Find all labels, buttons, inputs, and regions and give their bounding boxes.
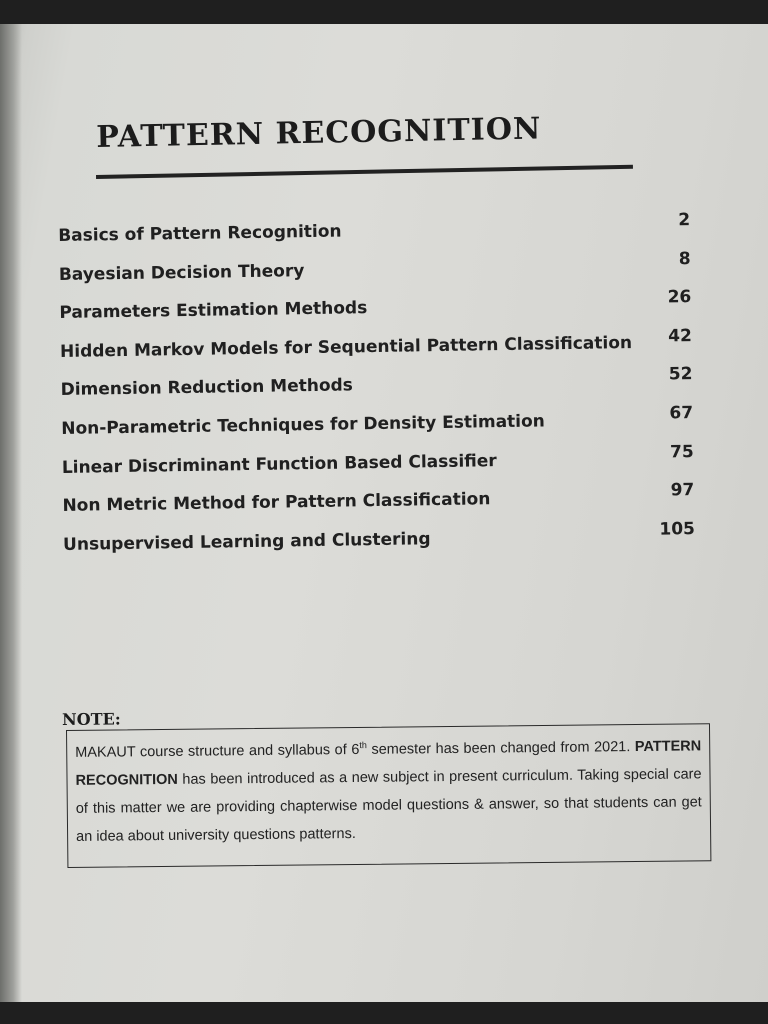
toc-entry-page: 42 (668, 325, 693, 347)
toc-entry-page: 8 (678, 248, 691, 269)
note-subject: PATTERN RECOGNITION (75, 738, 702, 789)
toc-entry-title: Bayesian Decision Theory (58, 260, 305, 285)
toc-entry-page: 97 (670, 480, 695, 501)
note-label: NOTE: (62, 709, 121, 729)
toc-entry-page: 75 (669, 441, 694, 462)
page-title: PATTERN RECOGNITION (96, 111, 542, 155)
toc-entry-page: 67 (669, 403, 694, 424)
toc-entry-page: 52 (668, 364, 693, 385)
toc-entry-title: Unsupervised Learning and Clustering (62, 528, 431, 555)
table-of-contents (58, 210, 703, 567)
toc-entry-title: Dimension Reduction Methods (60, 375, 354, 401)
title-underline (96, 165, 633, 179)
toc-entry-page: 26 (667, 287, 692, 308)
toc-entry-title: Parameters Estimation Methods (59, 298, 368, 324)
toc-entry-page: 2 (678, 210, 691, 231)
toc-entry-title: Hidden Markov Models for Sequential Pattern Classification (59, 332, 633, 362)
toc-entry-title: Non-Parametric Techniques for Density Estimation (61, 411, 545, 439)
toc-entry-page: 105 (659, 518, 696, 540)
book-spine-shadow (0, 24, 22, 1002)
note-box (66, 723, 711, 868)
toc-entry-title: Basics of Pattern Recognition (58, 221, 342, 246)
note-superscript: th (359, 740, 367, 751)
toc-entry-title: Linear Discriminant Function Based Classifier (61, 450, 497, 478)
book-page (0, 24, 768, 1002)
toc-entry-title: Non Metric Method for Pattern Classification (62, 489, 491, 517)
note-text-part3: has been introduced as a new subject in present curriculum. Taking special care of this matter we are providing chapterwise model questions & answer, so that students can get an idea about university questions patterns. (75, 766, 702, 845)
note-text-part2: semester has been changed from 2021. (366, 739, 635, 758)
note-text-part1: MAKAUT course structure and syllabus of 6 (75, 741, 360, 761)
